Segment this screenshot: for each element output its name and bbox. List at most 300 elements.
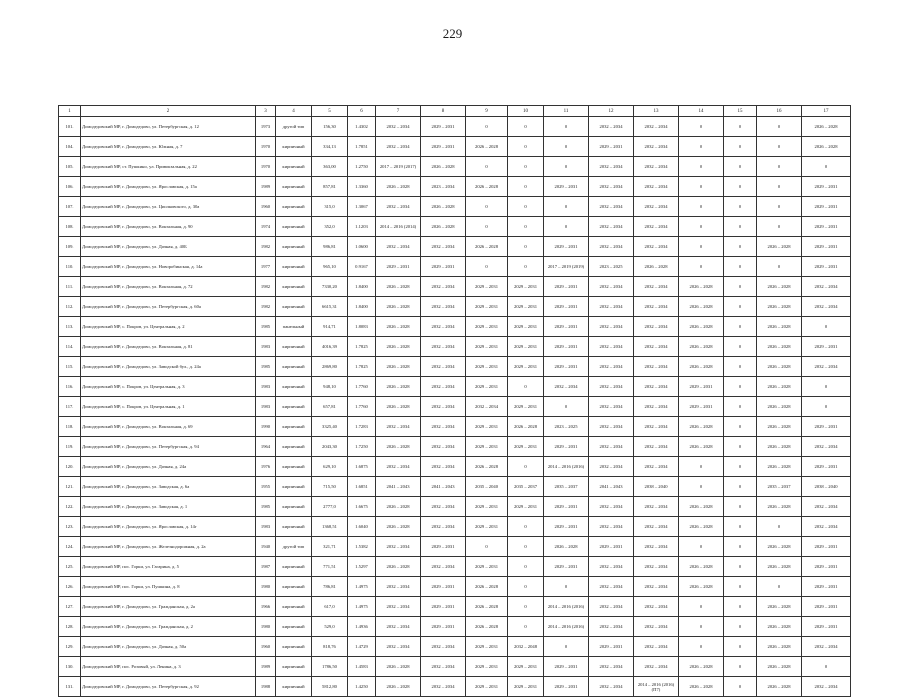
table-cell: 2032 – 2034 [802, 357, 851, 377]
address-cell: Домодедовский МР, г. Домодедово, ул. Заводская, д. 6а [81, 477, 256, 497]
table-cell: 2029 – 2031 [421, 137, 466, 157]
table-cell: 2029 – 2031 [508, 497, 544, 517]
table-row [59, 497, 851, 517]
column-number-header: 11 [544, 106, 589, 117]
table-cell: 0 [508, 557, 544, 577]
table-cell: 0 [724, 377, 757, 397]
address-cell: Домодедовский МР, г. Домодедово, ул. Гражданская, д. 2а [81, 597, 256, 617]
table-cell: 2032 – 2034 [634, 377, 679, 397]
table-cell: 2035 – 2040 [466, 477, 508, 497]
table-cell: 0 [724, 597, 757, 617]
table-cell: 2026 – 2028 [634, 257, 679, 277]
table-row [59, 657, 851, 677]
table-cell: 2026 – 2028 [679, 557, 724, 577]
table-row [59, 317, 851, 337]
table-cell: 0 [757, 517, 802, 537]
table-cell: 2029 – 2031 [544, 237, 589, 257]
table-cell: 0 [802, 657, 851, 677]
table-cell: 0 [679, 257, 724, 277]
table-cell: кирпичный [276, 397, 312, 417]
table-cell: 948,10 [312, 377, 348, 397]
table-cell: 2038 – 2040 [802, 477, 851, 497]
table-cell: 2029 – 2031 [466, 657, 508, 677]
table-cell: 2032 – 2034 [421, 437, 466, 457]
table-cell: 2026 – 2028 [376, 437, 421, 457]
table-cell: 2026 – 2028 [421, 217, 466, 237]
column-number-header: 14 [679, 106, 724, 117]
row-number-cell: 124. [59, 537, 81, 557]
table-cell: 2032 – 2034 [589, 377, 634, 397]
table-row [59, 597, 851, 617]
table-cell: 0 [508, 177, 544, 197]
table-cell: 1.7825 [348, 337, 376, 357]
table-cell: 2026 – 2028 [376, 497, 421, 517]
table-cell: 1.4250 [348, 677, 376, 697]
address-cell: Домодедовский МР, г. Домодедово, ул. Дачная, д. 50а [81, 637, 256, 657]
row-number-cell: 112. [59, 297, 81, 317]
table-cell: 914,71 [312, 317, 348, 337]
table-row [59, 337, 851, 357]
table-cell: 2026 – 2028 [679, 297, 724, 317]
table-cell: 2017 – 2019 (2017) [376, 157, 421, 177]
table-cell: 2032 – 2034 [589, 557, 634, 577]
table-cell: 2029 – 2031 [466, 437, 508, 457]
table-cell: кирпичный [276, 437, 312, 457]
table-cell: 1.3067 [348, 197, 376, 217]
address-cell: Домодедовский МР, г. Домодедово, ул. Дачная, д. 40Б [81, 237, 256, 257]
table-cell: 2032 – 2034 [421, 377, 466, 397]
table-cell: 2026 – 2028 [757, 677, 802, 697]
table-cell: кирпичный [276, 457, 312, 477]
table-cell: 2026 – 2028 [757, 617, 802, 637]
table-cell: 0 [508, 237, 544, 257]
table-cell: 2032 – 2034 [421, 637, 466, 657]
table-cell: 2029 – 2031 [802, 417, 851, 437]
address-cell: Домодедовский МР, г. Домодедово, ул. Петербургская, д. 12 [81, 117, 256, 137]
table-row [59, 117, 851, 137]
table-cell: 2032 – 2034 [802, 637, 851, 657]
table-cell: 0 [757, 217, 802, 237]
table-cell: 0 [724, 397, 757, 417]
table-cell: 2032 – 2034 [376, 577, 421, 597]
table-cell: 2032 – 2034 [589, 237, 634, 257]
table-cell: 1983 [256, 377, 276, 397]
column-number-header: 15 [724, 106, 757, 117]
table-row [59, 197, 851, 217]
table-cell: 2032 – 2034 [634, 517, 679, 537]
table-cell: 2032 – 2034 [376, 617, 421, 637]
table-cell: 7330,20 [312, 277, 348, 297]
table-cell: 0 [508, 517, 544, 537]
table-cell: 1982 [256, 297, 276, 317]
table-cell: 156,30 [312, 117, 348, 137]
table-cell: 2029 – 2031 [466, 357, 508, 377]
table-cell: 2032 – 2034 [589, 497, 634, 517]
table-cell: 2026 – 2028 [376, 177, 421, 197]
table-cell: 0 [724, 677, 757, 697]
table-cell: 2029 – 2031 [466, 557, 508, 577]
table-cell: кирпичный [276, 517, 312, 537]
column-number-header: 16 [757, 106, 802, 117]
table-cell: 1.7760 [348, 377, 376, 397]
table-cell: 0 [802, 317, 851, 337]
table-cell: 2041 – 2043 [376, 477, 421, 497]
table-cell: 2029 – 2031 [466, 637, 508, 657]
address-cell: Домодедовский МР, пос. Горки, ул. Гагарина, д. 5 [81, 557, 256, 577]
column-number-header: 4 [276, 106, 312, 117]
table-cell: 0 [679, 137, 724, 157]
table-cell: 2026 – 2028 [376, 297, 421, 317]
table-cell: 2029 – 2031 [466, 297, 508, 317]
table-cell: 2029 – 2031 [466, 317, 508, 337]
table-cell: 1987 [256, 557, 276, 577]
table-cell: 2032 – 2034 [634, 137, 679, 157]
row-number-cell: 109. [59, 237, 81, 257]
table-cell: 2023 – 2025 [544, 417, 589, 437]
table-cell: 2026 – 2028 [757, 297, 802, 317]
table-cell: кирпичный [276, 237, 312, 257]
table-cell: 0 [724, 317, 757, 337]
table-cell: 2026 – 2028 [757, 457, 802, 477]
table-cell: 2032 – 2034 [634, 297, 679, 317]
table-row [59, 357, 851, 377]
column-number-header: 13 [634, 106, 679, 117]
table-cell: 1974 [256, 217, 276, 237]
table-cell: 965,10 [312, 257, 348, 277]
table-cell: 2029 – 2031 [421, 577, 466, 597]
table-cell: 2029 – 2031 [544, 657, 589, 677]
table-cell: 0 [679, 197, 724, 217]
table-cell: 2026 – 2028 [466, 597, 508, 617]
table-cell: 2029 – 2031 [508, 317, 544, 337]
table-cell: 2029 – 2031 [679, 397, 724, 417]
table-cell: 2032 – 2034 [634, 637, 679, 657]
table-cell: 2029 – 2031 [802, 557, 851, 577]
address-cell: Домодедовский МР, с. Покров, ул. Центральная, д. 2 [81, 317, 256, 337]
table-cell: 2035 – 2037 [544, 477, 589, 497]
table-cell: 2032 – 2034 [421, 277, 466, 297]
row-number-cell: 128. [59, 617, 81, 637]
table-cell: 1980 [256, 617, 276, 637]
table-cell: 1982 [256, 277, 276, 297]
table-cell: кирпичный [276, 677, 312, 697]
table-cell: 0 [757, 157, 802, 177]
table-cell: 2032 – 2034 [589, 597, 634, 617]
table-cell: 1.6875 [348, 457, 376, 477]
table-cell: 0 [679, 157, 724, 177]
table-cell: 1976 [256, 457, 276, 477]
table-cell: 2032 – 2034 [634, 597, 679, 617]
table-cell: 1.7825 [348, 357, 376, 377]
table-cell: 2029 – 2031 [679, 377, 724, 397]
column-number-header: 3 [256, 106, 276, 117]
table-cell: 2029 – 2031 [421, 597, 466, 617]
table-cell: 2014 – 2016 (2016) (П7) [634, 677, 679, 697]
table-cell: 1960 [256, 637, 276, 657]
table-cell: 2026 – 2028 [679, 437, 724, 457]
table-cell: кирпичный [276, 577, 312, 597]
table-cell: 2029 – 2031 [802, 177, 851, 197]
table-cell: 1.8400 [348, 277, 376, 297]
table-cell: 2032 – 2034 [376, 537, 421, 557]
table-cell: 0 [508, 217, 544, 237]
table-cell: 0 [724, 157, 757, 177]
address-cell: Домодедовский МР, г. Домодедово, ул. Железнодорожная, д. 2а [81, 537, 256, 557]
table-cell: 2014 – 2016 (2016) [544, 457, 589, 477]
table-cell: 2777,0 [312, 497, 348, 517]
table-cell: 2032 – 2034 [589, 157, 634, 177]
table-cell: 2032 – 2034 [634, 357, 679, 377]
table-row [59, 217, 851, 237]
table-cell: 2014 – 2016 (2016) [544, 617, 589, 637]
table-cell: 1.2750 [348, 157, 376, 177]
table-cell: 2029 – 2031 [466, 497, 508, 517]
table-cell: 0 [544, 117, 589, 137]
table-cell: кирпичный [276, 217, 312, 237]
table-cell: 0 [466, 197, 508, 217]
table-cell: 0 [508, 457, 544, 477]
table-cell: 0 [679, 537, 724, 557]
table-cell: кирпичный [276, 277, 312, 297]
table-cell: 0 [508, 577, 544, 597]
address-cell: Домодедовский МР, г. Домодедово, ул. Дачная, д. 24а [81, 457, 256, 477]
table-cell: 2026 – 2028 [679, 577, 724, 597]
table-cell: 0 [679, 637, 724, 657]
table-cell: 2026 – 2028 [376, 657, 421, 677]
table-cell: 657,81 [312, 397, 348, 417]
table-cell: 2029 – 2031 [421, 617, 466, 637]
table-cell: 1985 [256, 357, 276, 377]
row-number-cell: 123. [59, 517, 81, 537]
table-cell: 2032 – 2034 [421, 657, 466, 677]
table-row [59, 557, 851, 577]
table-cell: 771,51 [312, 557, 348, 577]
table-row [59, 537, 851, 557]
table-cell: 2032 – 2034 [421, 457, 466, 477]
table-cell: 2032 – 2034 [802, 677, 851, 697]
table-cell: 2032 – 2034 [421, 517, 466, 537]
table-cell: 0 [508, 597, 544, 617]
table-cell: 2032 – 2034 [589, 657, 634, 677]
table-cell: кирпичный [276, 637, 312, 657]
table-cell: кирпичный [276, 417, 312, 437]
table-cell: 2032 – 2034 [634, 577, 679, 597]
table-cell: 2032 – 2034 [634, 457, 679, 477]
table-cell: 0 [466, 217, 508, 237]
table-cell: 2026 – 2028 [679, 417, 724, 437]
table-cell: 334,13 [312, 137, 348, 157]
table-cell: 2032 – 2034 [589, 517, 634, 537]
table-cell: 2014 – 2016 (2014) [376, 217, 421, 237]
table-cell: 2029 – 2031 [544, 497, 589, 517]
table-cell: 2032 – 2034 [589, 357, 634, 377]
row-number-cell: 126. [59, 577, 81, 597]
table-cell: 1.7851 [348, 137, 376, 157]
table-cell: 1985 [256, 317, 276, 337]
table-cell: 2026 – 2028 [679, 337, 724, 357]
table-cell: 2026 – 2028 [466, 617, 508, 637]
table-row [59, 617, 851, 637]
table-cell: 0 [508, 257, 544, 277]
row-number-cell: 121. [59, 477, 81, 497]
table-cell: 2029 – 2031 [589, 137, 634, 157]
table-cell: 1.4583 [348, 657, 376, 677]
row-number-cell: 111. [59, 277, 81, 297]
table-cell: 2032 – 2034 [634, 657, 679, 677]
table-cell: кирпичный [276, 177, 312, 197]
table-cell: 1.6040 [348, 517, 376, 537]
row-number-cell: 108. [59, 217, 81, 237]
row-number-cell: 129. [59, 637, 81, 657]
row-number-cell: 101. [59, 117, 81, 137]
table-cell: 2032 – 2034 [802, 277, 851, 297]
table-cell: 2032 – 2034 [589, 617, 634, 637]
table-cell: 0 [508, 197, 544, 217]
column-number-header: 12 [589, 106, 634, 117]
table-cell: 857,81 [312, 177, 348, 197]
table-cell: 1.7250 [348, 437, 376, 457]
table-cell: 0 [802, 377, 851, 397]
table-cell: 0 [466, 257, 508, 277]
table-cell: 2032 – 2034 [634, 177, 679, 197]
address-cell: Домодедовский МР, г. Домодедово, ул. Петербургская, д. 94 [81, 437, 256, 457]
table-cell: 2026 – 2028 [376, 397, 421, 417]
table-cell: 2032 – 2034 [421, 497, 466, 517]
table-cell: 2029 – 2031 [802, 537, 851, 557]
row-number-cell: 106. [59, 177, 81, 197]
column-number-header: 8 [421, 106, 466, 117]
table-cell: 2026 – 2028 [679, 277, 724, 297]
header-row [59, 106, 851, 117]
table-cell: 2026 – 2028 [757, 637, 802, 657]
table-cell: 2029 – 2031 [508, 437, 544, 457]
table-cell: 1982 [256, 237, 276, 257]
table-cell: 2026 – 2028 [679, 357, 724, 377]
row-number-cell: 115. [59, 357, 81, 377]
table-cell: 2026 – 2028 [466, 457, 508, 477]
table-cell: 2032 – 2034 [421, 557, 466, 577]
table-cell: 1980 [256, 577, 276, 597]
table-cell: 2026 – 2028 [421, 157, 466, 177]
table-cell: 2032 – 2034 [589, 337, 634, 357]
table-cell: 2032 – 2034 [421, 417, 466, 437]
table-cell: 2032 – 2034 [589, 317, 634, 337]
table-cell: 0 [724, 177, 757, 197]
table-cell: 2032 – 2034 [589, 277, 634, 297]
table-cell: 1960 [256, 197, 276, 217]
table-row [59, 137, 851, 157]
table-cell: 0 [724, 497, 757, 517]
row-number-cell: 105. [59, 157, 81, 177]
table-cell: 2032 – 2034 [634, 497, 679, 517]
address-cell: Домодедовский МР, с. Покров, ул. Центральная, д. 3 [81, 377, 256, 397]
table-cell: 2029 – 2031 [508, 297, 544, 317]
repair-schedule-table [58, 105, 851, 697]
table-cell: 1.5382 [348, 537, 376, 557]
table-cell: 0.9167 [348, 257, 376, 277]
table-cell: 1990 [256, 417, 276, 437]
table-cell: 1970 [256, 137, 276, 157]
table-cell: 2032 – 2034 [376, 637, 421, 657]
table-cell: 2026 – 2028 [679, 517, 724, 537]
table-cell: 0 [757, 197, 802, 217]
table-cell: 2032 – 2034 [802, 297, 851, 317]
table-cell: 5812,80 [312, 677, 348, 697]
table-cell: 2032 – 2034 [421, 337, 466, 357]
table-cell: 1989 [256, 657, 276, 677]
table-cell: 2026 – 2028 [544, 537, 589, 557]
table-cell: 0 [679, 477, 724, 497]
table-cell: 2032 – 2034 [589, 297, 634, 317]
table-cell: 2026 – 2028 [376, 277, 421, 297]
table-cell: 2029 – 2031 [802, 217, 851, 237]
table-cell: 2026 – 2028 [757, 357, 802, 377]
table-cell: 0 [724, 577, 757, 597]
table-row [59, 417, 851, 437]
table-cell: 2032 – 2034 [421, 677, 466, 697]
table-cell: 2032 – 2034 [634, 337, 679, 357]
table-cell: 0 [508, 137, 544, 157]
table-cell: 2029 – 2031 [589, 637, 634, 657]
table-cell: 1983 [256, 517, 276, 537]
table-cell: 2029 – 2031 [466, 337, 508, 357]
table-cell: 0 [724, 637, 757, 657]
table-cell: 818,76 [312, 637, 348, 657]
column-number-header: 2 [81, 106, 256, 117]
table-cell: 1985 [256, 497, 276, 517]
table-cell: 2029 – 2031 [466, 377, 508, 397]
table-cell: 0 [466, 537, 508, 557]
table-cell: 0 [679, 237, 724, 257]
table-cell: 0 [724, 117, 757, 137]
table-cell: 2029 – 2031 [544, 357, 589, 377]
table-cell: 1966 [256, 597, 276, 617]
table-cell: 2026 – 2028 [508, 417, 544, 437]
table-cell: 0 [544, 157, 589, 177]
table-cell: 2032 – 2034 [589, 577, 634, 597]
table-cell: 0 [466, 117, 508, 137]
table-cell: кирпичный [276, 477, 312, 497]
row-number-cell: 113. [59, 317, 81, 337]
table-cell: 0 [724, 417, 757, 437]
table-cell: 6615,31 [312, 297, 348, 317]
table-cell: 2029 – 2031 [802, 597, 851, 617]
table-cell: кирпичный [276, 617, 312, 637]
table-cell: 2014 – 2016 (2016) [544, 597, 589, 617]
table-cell: 2026 – 2028 [757, 417, 802, 437]
table-cell: 2032 – 2034 [634, 117, 679, 137]
table-cell: 2032 – 2034 [634, 617, 679, 637]
table-cell: 2029 – 2031 [544, 677, 589, 697]
address-cell: Домодедовский МР, ст. Пушкино, ул. Привокзальная, д. 22 [81, 157, 256, 177]
address-cell: Домодедовский МР, с. Покров, ул. Центральная, д. 1 [81, 397, 256, 417]
table-cell: 1.6675 [348, 497, 376, 517]
table-cell: 2032 – 2034 [421, 357, 466, 377]
table-cell: 529,0 [312, 617, 348, 637]
table-cell: 2032 – 2034 [376, 237, 421, 257]
table-cell: 0 [724, 337, 757, 357]
table-cell: 786,81 [312, 577, 348, 597]
table-row [59, 257, 851, 277]
address-cell: Домодедовский МР, г. Домодедово, ул. Ярославская, д. 15а [81, 177, 256, 197]
table-cell: 0 [466, 157, 508, 177]
table-cell: 2026 – 2028 [376, 317, 421, 337]
table-row [59, 237, 851, 257]
table-cell: 2017 – 2019 (2019) [544, 257, 589, 277]
table-cell: 2032 – 2034 [589, 457, 634, 477]
table-cell: 0 [724, 557, 757, 577]
address-cell: Домодедовский МР, г. Домодедово, ул. Заводской бул., д. 24а [81, 357, 256, 377]
